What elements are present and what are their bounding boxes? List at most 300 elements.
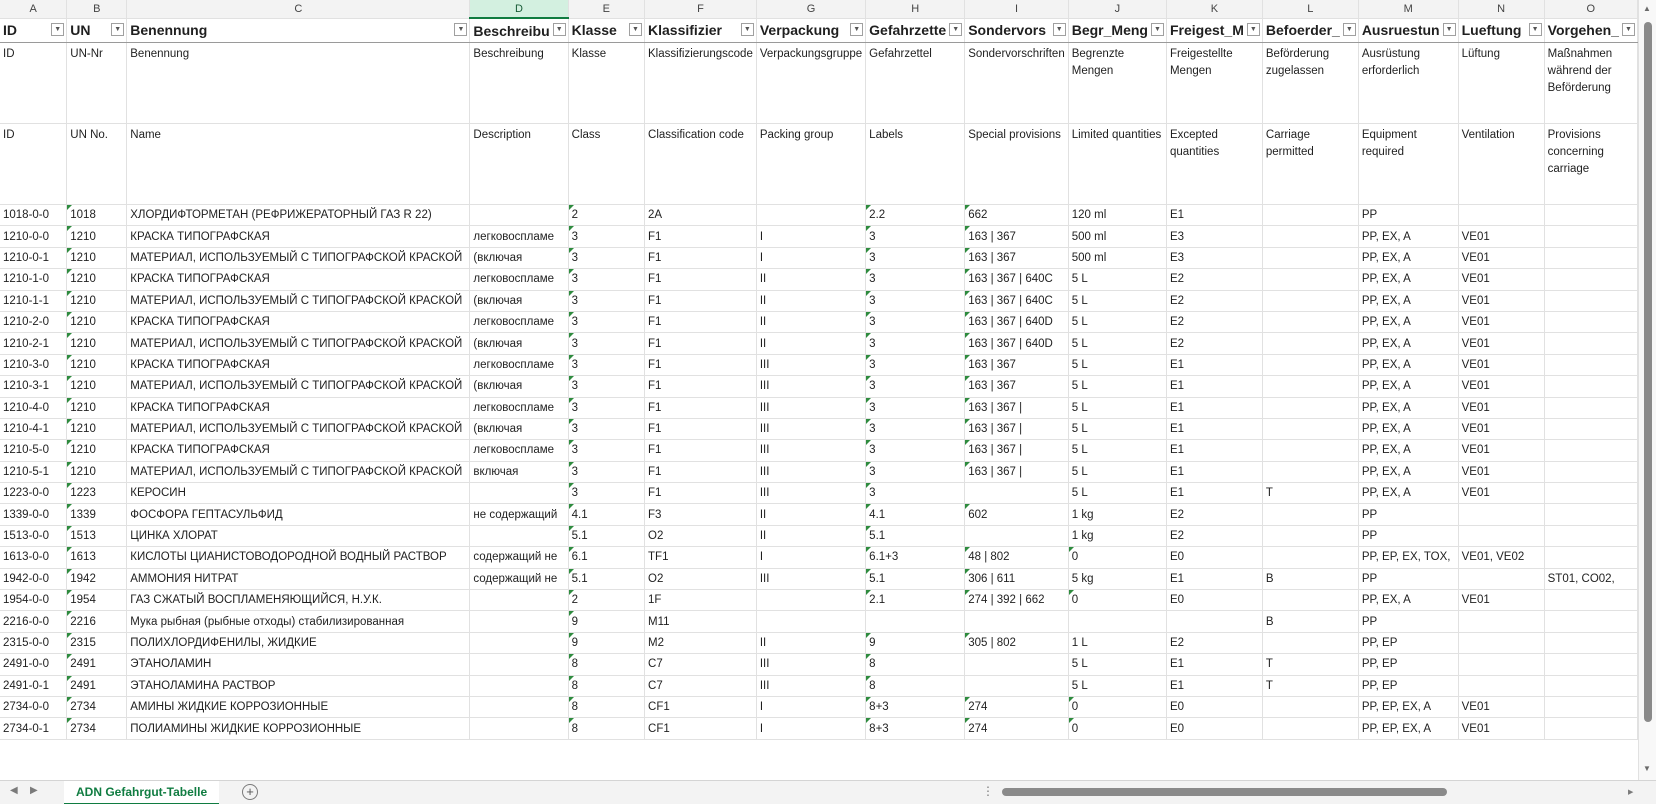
table-cell[interactable] [1544,354,1637,375]
table-cell[interactable]: PP, EX, A [1358,440,1458,461]
table-cell[interactable]: 1210 [67,461,127,482]
title-cell[interactable] [1544,18,1637,43]
table-cell[interactable] [1262,440,1358,461]
table-cell[interactable]: 3 [568,290,644,311]
table-cell[interactable]: 48 | 802 [965,547,1069,568]
table-cell[interactable] [1544,483,1637,504]
table-cell[interactable]: I [756,247,865,268]
table-cell[interactable]: PP [1358,504,1458,525]
filter-dropdown-icon[interactable]: ▼ [629,23,642,36]
table-cell[interactable]: 2734 [67,718,127,739]
english-header-cell[interactable]: UN No. [67,124,127,205]
table-cell[interactable]: I [756,718,865,739]
table-cell[interactable]: 3 [866,333,965,354]
table-cell[interactable] [1262,547,1358,568]
table-cell[interactable]: III [756,483,865,504]
table-cell[interactable] [1544,632,1637,653]
table-cell[interactable] [1544,247,1637,268]
english-header-cell[interactable]: Limited quantities [1068,124,1166,205]
table-cell[interactable]: 0 [1068,590,1166,611]
title-cell[interactable] [1166,18,1262,43]
table-cell[interactable]: 1513-0-0 [0,525,67,546]
english-header-cell[interactable]: Ventilation [1458,124,1544,205]
table-cell[interactable]: 3 [866,483,965,504]
german-header-cell[interactable]: Maßnahmen während der Beförderung [1544,43,1637,124]
table-cell[interactable]: VE01 [1458,418,1544,439]
table-cell[interactable]: 1210 [67,354,127,375]
table-cell[interactable] [1544,696,1637,717]
table-cell[interactable]: 3 [568,269,644,290]
table-cell[interactable]: 2491 [67,675,127,696]
table-cell[interactable]: TF1 [645,547,757,568]
table-cell[interactable]: содержащий не [470,547,568,568]
table-cell[interactable]: 1210 [67,440,127,461]
table-cell[interactable]: 2491 [67,654,127,675]
table-cell[interactable]: 1210 [67,418,127,439]
table-cell[interactable] [965,483,1069,504]
german-header-cell[interactable]: UN-Nr [67,43,127,124]
table-cell[interactable]: PP, EX, A [1358,311,1458,332]
table-cell[interactable]: 2734-0-0 [0,696,67,717]
table-cell[interactable]: E0 [1166,718,1262,739]
table-cell[interactable]: 5.1 [866,568,965,589]
table-cell[interactable] [1262,718,1358,739]
table-cell[interactable]: 5 L [1068,440,1166,461]
german-header-cell[interactable]: Beförderung zugelassen [1262,43,1358,124]
table-cell[interactable]: МАТЕРИАЛ, ИСПОЛЬЗУЕМЫЙ С ТИПОГРАФСКОЙ КРАСКОЙ [127,418,470,439]
table-cell[interactable]: 1210 [67,311,127,332]
table-cell[interactable]: 163 | 367 | [965,461,1069,482]
table-cell[interactable] [1262,205,1358,226]
table-cell[interactable]: 1223-0-0 [0,483,67,504]
column-header-o[interactable]: O [1544,0,1637,18]
table-cell[interactable]: 1223 [67,483,127,504]
table-cell[interactable]: 1613 [67,547,127,568]
table-cell[interactable]: PP, EX, A [1358,461,1458,482]
table-cell[interactable] [866,611,965,632]
filter-dropdown-icon[interactable]: ▼ [850,23,863,36]
table-cell[interactable]: 1210-4-1 [0,418,67,439]
table-cell[interactable]: 5 L [1068,290,1166,311]
table-cell[interactable]: 2491-0-0 [0,654,67,675]
scroll-right-icon[interactable]: ▶ [1628,789,1634,796]
table-cell[interactable]: F1 [645,333,757,354]
table-cell[interactable] [1262,590,1358,611]
table-cell[interactable] [1262,397,1358,418]
table-cell[interactable]: 120 ml [1068,205,1166,226]
table-cell[interactable]: VE01 [1458,290,1544,311]
column-header-j[interactable]: J [1068,0,1166,18]
german-header-cell[interactable]: ID [0,43,67,124]
column-header-n[interactable]: N [1458,0,1544,18]
more-options-icon[interactable]: ⋮ [982,784,994,798]
table-cell[interactable]: E1 [1166,568,1262,589]
table-cell[interactable]: 1210 [67,290,127,311]
filter-dropdown-icon[interactable]: ▼ [1443,23,1456,36]
table-cell[interactable]: 1 L [1068,632,1166,653]
column-header-h[interactable]: H [866,0,965,18]
table-cell[interactable]: 1018-0-0 [0,205,67,226]
table-cell[interactable]: VE01 [1458,461,1544,482]
table-cell[interactable]: ЭТАНОЛАМИН [127,654,470,675]
title-cell[interactable] [568,18,644,43]
table-cell[interactable]: 3 [866,269,965,290]
table-cell[interactable]: 8 [568,718,644,739]
table-cell[interactable]: 5 L [1068,675,1166,696]
filter-dropdown-icon[interactable]: ▼ [1053,23,1066,36]
table-cell[interactable]: E1 [1166,418,1262,439]
table-cell[interactable]: 163 | 367 | [965,440,1069,461]
table-cell[interactable]: B [1262,611,1358,632]
table-cell[interactable]: E1 [1166,483,1262,504]
table-cell[interactable]: легковоспламе [470,269,568,290]
table-cell[interactable]: ГАЗ СЖАТЫЙ ВОСПЛАМЕНЯЮЩИЙСЯ, Н.У.К. [127,590,470,611]
table-cell[interactable]: АММОНИЯ НИТРАТ [127,568,470,589]
german-header-cell[interactable]: Gefahrzettel [866,43,965,124]
english-header-cell[interactable]: Labels [866,124,965,205]
table-cell[interactable]: T [1262,654,1358,675]
column-header-k[interactable]: K [1166,0,1262,18]
table-cell[interactable]: I [756,696,865,717]
title-cell[interactable] [470,18,568,43]
table-cell[interactable] [1262,461,1358,482]
table-cell[interactable]: VE01, VE02 [1458,547,1544,568]
table-cell[interactable]: МАТЕРИАЛ, ИСПОЛЬЗУЕМЫЙ С ТИПОГРАФСКОЙ КРАСКОЙ [127,376,470,397]
table-cell[interactable]: F1 [645,269,757,290]
table-cell[interactable]: 3 [568,418,644,439]
title-cell[interactable] [0,18,67,43]
english-header-cell[interactable]: Classification code [645,124,757,205]
table-cell[interactable]: КРАСКА ТИПОГРАФСКАЯ [127,440,470,461]
table-cell[interactable]: ПОЛИХЛОРДИФЕНИЛЫ, ЖИДКИЕ [127,632,470,653]
table-cell[interactable]: 4.1 [568,504,644,525]
table-cell[interactable] [470,525,568,546]
title-cell[interactable] [1068,18,1166,43]
table-cell[interactable]: III [756,568,865,589]
filter-dropdown-icon[interactable]: ▼ [553,23,566,36]
title-cell[interactable] [1358,18,1458,43]
table-cell[interactable]: 3 [568,376,644,397]
table-cell[interactable] [1544,311,1637,332]
table-cell[interactable] [1262,418,1358,439]
table-cell[interactable] [1262,290,1358,311]
table-cell[interactable] [1262,696,1358,717]
table-cell[interactable]: 8 [568,696,644,717]
table-cell[interactable]: 163 | 367 | 640C [965,290,1069,311]
table-cell[interactable]: 1954 [67,590,127,611]
table-cell[interactable]: (включая [470,376,568,397]
table-cell[interactable]: 163 | 367 [965,226,1069,247]
table-cell[interactable]: E1 [1166,205,1262,226]
table-cell[interactable]: E0 [1166,547,1262,568]
table-cell[interactable]: 305 | 802 [965,632,1069,653]
table-cell[interactable]: PP, EP [1358,675,1458,696]
horizontal-scrollbar[interactable] [1000,788,1620,796]
title-cell[interactable] [645,18,757,43]
table-cell[interactable]: 1210 [67,397,127,418]
english-header-cell[interactable]: Packing group [756,124,865,205]
table-cell[interactable] [1458,654,1544,675]
table-cell[interactable] [1544,269,1637,290]
table-cell[interactable]: PP, EX, A [1358,269,1458,290]
table-cell[interactable]: МАТЕРИАЛ, ИСПОЛЬЗУЕМЫЙ С ТИПОГРАФСКОЙ КРАСКОЙ [127,247,470,268]
table-cell[interactable]: II [756,632,865,653]
table-cell[interactable] [1544,333,1637,354]
table-cell[interactable]: легковоспламе [470,397,568,418]
table-cell[interactable]: VE01 [1458,269,1544,290]
english-header-cell[interactable]: ID [0,124,67,205]
table-cell[interactable]: 1210-1-0 [0,269,67,290]
table-cell[interactable]: 1210 [67,269,127,290]
table-cell[interactable]: 0 [1068,718,1166,739]
table-cell[interactable]: 602 [965,504,1069,525]
table-cell[interactable] [1458,675,1544,696]
table-cell[interactable] [1544,718,1637,739]
table-cell[interactable] [470,696,568,717]
table-cell[interactable] [1544,226,1637,247]
table-cell[interactable]: F1 [645,440,757,461]
table-cell[interactable]: КРАСКА ТИПОГРАФСКАЯ [127,311,470,332]
table-cell[interactable] [756,611,865,632]
table-cell[interactable]: 5 L [1068,269,1166,290]
table-cell[interactable]: 163 | 367 | [965,397,1069,418]
table-cell[interactable]: I [756,226,865,247]
title-cell[interactable] [866,18,965,43]
table-cell[interactable]: E1 [1166,376,1262,397]
table-cell[interactable]: ПОЛИАМИНЫ ЖИДКИЕ КОРРОЗИОННЫЕ [127,718,470,739]
table-cell[interactable]: 274 | 392 | 662 [965,590,1069,611]
table-cell[interactable]: E2 [1166,333,1262,354]
german-header-cell[interactable]: Klasse [568,43,644,124]
title-cell[interactable] [756,18,865,43]
german-header-cell[interactable]: Begrenzte Mengen [1068,43,1166,124]
scroll-up-icon[interactable]: ▲ [1643,4,1651,13]
table-cell[interactable]: O2 [645,525,757,546]
table-cell[interactable]: 500 ml [1068,247,1166,268]
table-cell[interactable]: ФОСФОРА ГЕПТАСУЛЬФИД [127,504,470,525]
table-cell[interactable]: II [756,311,865,332]
table-cell[interactable]: 8 [568,675,644,696]
table-cell[interactable]: E2 [1166,311,1262,332]
table-cell[interactable]: 5 kg [1068,568,1166,589]
table-cell[interactable]: 2.2 [866,205,965,226]
table-cell[interactable]: (включая [470,247,568,268]
table-cell[interactable]: VE01 [1458,440,1544,461]
table-cell[interactable]: 662 [965,205,1069,226]
table-cell[interactable]: 1210-0-1 [0,247,67,268]
title-cell[interactable] [127,18,470,43]
table-cell[interactable]: 5.1 [568,568,644,589]
table-cell[interactable]: T [1262,675,1358,696]
title-cell[interactable] [1458,18,1544,43]
table-cell[interactable] [1544,205,1637,226]
table-cell[interactable]: F1 [645,247,757,268]
table-cell[interactable]: 1210 [67,376,127,397]
table-cell[interactable]: 9 [568,632,644,653]
table-cell[interactable]: F1 [645,461,757,482]
table-cell[interactable]: PP, EX, A [1358,483,1458,504]
table-cell[interactable]: 163 | 367 | [965,418,1069,439]
table-cell[interactable]: 1210 [67,333,127,354]
table-cell[interactable]: АМИНЫ ЖИДКИЕ КОРРОЗИОННЫЕ [127,696,470,717]
table-cell[interactable] [470,718,568,739]
table-cell[interactable]: CF1 [645,718,757,739]
table-cell[interactable]: легковоспламе [470,226,568,247]
filter-dropdown-icon[interactable]: ▼ [1529,23,1542,36]
table-cell[interactable]: 3 [568,311,644,332]
table-cell[interactable]: F1 [645,311,757,332]
table-cell[interactable]: C7 [645,675,757,696]
table-cell[interactable]: (включая [470,333,568,354]
table-cell[interactable]: 1210-4-0 [0,397,67,418]
table-cell[interactable]: включая [470,461,568,482]
table-cell[interactable] [1544,504,1637,525]
table-cell[interactable]: 1942-0-0 [0,568,67,589]
table-cell[interactable] [1544,654,1637,675]
table-cell[interactable]: PP [1358,568,1458,589]
table-cell[interactable] [1458,632,1544,653]
table-cell[interactable]: 5 L [1068,397,1166,418]
table-cell[interactable]: 1513 [67,525,127,546]
table-cell[interactable]: 1210-1-1 [0,290,67,311]
table-cell[interactable]: PP [1358,525,1458,546]
table-cell[interactable]: 3 [568,226,644,247]
table-cell[interactable]: 2734 [67,696,127,717]
table-cell[interactable]: 163 | 367 | 640D [965,311,1069,332]
german-header-cell[interactable]: Benennung [127,43,470,124]
table-cell[interactable] [1262,376,1358,397]
table-cell[interactable]: ХЛОРДИФТОРМЕТАН (РЕФРИЖЕРАТОРНЫЙ ГАЗ R 22) [127,205,470,226]
english-header-cell[interactable]: Excepted quantities [1166,124,1262,205]
german-header-cell[interactable]: Lüftung [1458,43,1544,124]
table-cell[interactable]: КРАСКА ТИПОГРАФСКАЯ [127,397,470,418]
table-cell[interactable]: 3 [866,311,965,332]
table-cell[interactable]: E2 [1166,525,1262,546]
table-cell[interactable] [1458,611,1544,632]
table-cell[interactable]: 5.1 [568,525,644,546]
table-cell[interactable] [1458,568,1544,589]
table-cell[interactable]: 1210 [67,247,127,268]
table-cell[interactable]: 1018 [67,205,127,226]
table-cell[interactable]: 3 [866,290,965,311]
table-cell[interactable]: 163 | 367 [965,354,1069,375]
table-cell[interactable]: B [1262,568,1358,589]
table-cell[interactable]: PP, EP, EX, TOX, [1358,547,1458,568]
table-cell[interactable]: PP, EX, A [1358,590,1458,611]
table-cell[interactable] [1544,440,1637,461]
table-cell[interactable]: E2 [1166,632,1262,653]
table-cell[interactable]: 3 [568,247,644,268]
table-cell[interactable]: F1 [645,397,757,418]
filter-dropdown-icon[interactable]: ▼ [1622,23,1635,36]
table-cell[interactable] [1458,205,1544,226]
table-cell[interactable]: 3 [866,461,965,482]
table-cell[interactable]: 3 [568,461,644,482]
table-cell[interactable]: 274 [965,718,1069,739]
german-header-cell[interactable]: Sondervorschriften [965,43,1069,124]
table-cell[interactable]: II [756,525,865,546]
table-cell[interactable] [1262,247,1358,268]
table-cell[interactable]: 9 [866,632,965,653]
table-cell[interactable] [1544,290,1637,311]
table-cell[interactable] [1262,632,1358,653]
table-cell[interactable]: VE01 [1458,354,1544,375]
table-cell[interactable]: E1 [1166,354,1262,375]
table-cell[interactable]: 163 | 367 | 640D [965,333,1069,354]
table-cell[interactable]: E1 [1166,397,1262,418]
table-cell[interactable] [1068,611,1166,632]
table-cell[interactable]: 2491-0-1 [0,675,67,696]
table-cell[interactable]: 3 [568,483,644,504]
filter-dropdown-icon[interactable]: ▼ [1343,23,1356,36]
table-cell[interactable]: PP, EP [1358,654,1458,675]
table-cell[interactable]: II [756,290,865,311]
table-cell[interactable]: 163 | 367 [965,376,1069,397]
table-cell[interactable]: 8 [568,654,644,675]
table-cell[interactable] [965,611,1069,632]
table-cell[interactable]: (включая [470,290,568,311]
column-header-b[interactable]: B [67,0,127,18]
sheet-tab-adn[interactable]: ADN Gefahrgut-Tabelle [64,781,219,804]
table-cell[interactable] [470,675,568,696]
table-cell[interactable]: O2 [645,568,757,589]
table-cell[interactable]: 3 [866,397,965,418]
table-cell[interactable]: E3 [1166,247,1262,268]
table-cell[interactable]: 500 ml [1068,226,1166,247]
filter-dropdown-icon[interactable]: ▼ [741,23,754,36]
table-cell[interactable]: 1210-0-0 [0,226,67,247]
table-cell[interactable] [1262,525,1358,546]
table-cell[interactable] [1458,504,1544,525]
table-cell[interactable]: E0 [1166,696,1262,717]
table-cell[interactable]: F1 [645,483,757,504]
table-cell[interactable]: 3 [866,440,965,461]
table-cell[interactable]: 8+3 [866,696,965,717]
table-cell[interactable]: 1210-2-0 [0,311,67,332]
table-cell[interactable]: 1210-5-0 [0,440,67,461]
table-cell[interactable]: PP [1358,205,1458,226]
table-cell[interactable] [1544,611,1637,632]
english-header-cell[interactable]: Equipment required [1358,124,1458,205]
english-header-cell[interactable]: Class [568,124,644,205]
table-cell[interactable]: 1954-0-0 [0,590,67,611]
table-cell[interactable]: I [756,547,865,568]
table-cell[interactable]: 1210-3-0 [0,354,67,375]
column-header-i[interactable]: I [965,0,1069,18]
table-cell[interactable] [965,654,1069,675]
table-cell[interactable]: 8+3 [866,718,965,739]
table-cell[interactable]: PP, EX, A [1358,226,1458,247]
table-cell[interactable]: PP, EX, A [1358,418,1458,439]
english-header-cell[interactable]: Name [127,124,470,205]
table-cell[interactable]: E3 [1166,226,1262,247]
english-header-cell[interactable]: Provisions concerning carriage [1544,124,1637,205]
table-cell[interactable]: содержащий не [470,568,568,589]
table-cell[interactable]: 0 [1068,696,1166,717]
german-header-cell[interactable]: Klassifizierungscode [645,43,757,124]
table-cell[interactable]: 1339-0-0 [0,504,67,525]
table-cell[interactable]: ST01, CO02, [1544,568,1637,589]
table-cell[interactable]: E1 [1166,440,1262,461]
column-header-l[interactable]: L [1262,0,1358,18]
table-cell[interactable] [1544,525,1637,546]
column-header-f[interactable]: F [645,0,757,18]
table-cell[interactable]: E1 [1166,675,1262,696]
table-cell[interactable]: E1 [1166,654,1262,675]
english-header-cell[interactable]: Description [470,124,568,205]
table-cell[interactable]: 2 [568,205,644,226]
table-cell[interactable] [470,654,568,675]
